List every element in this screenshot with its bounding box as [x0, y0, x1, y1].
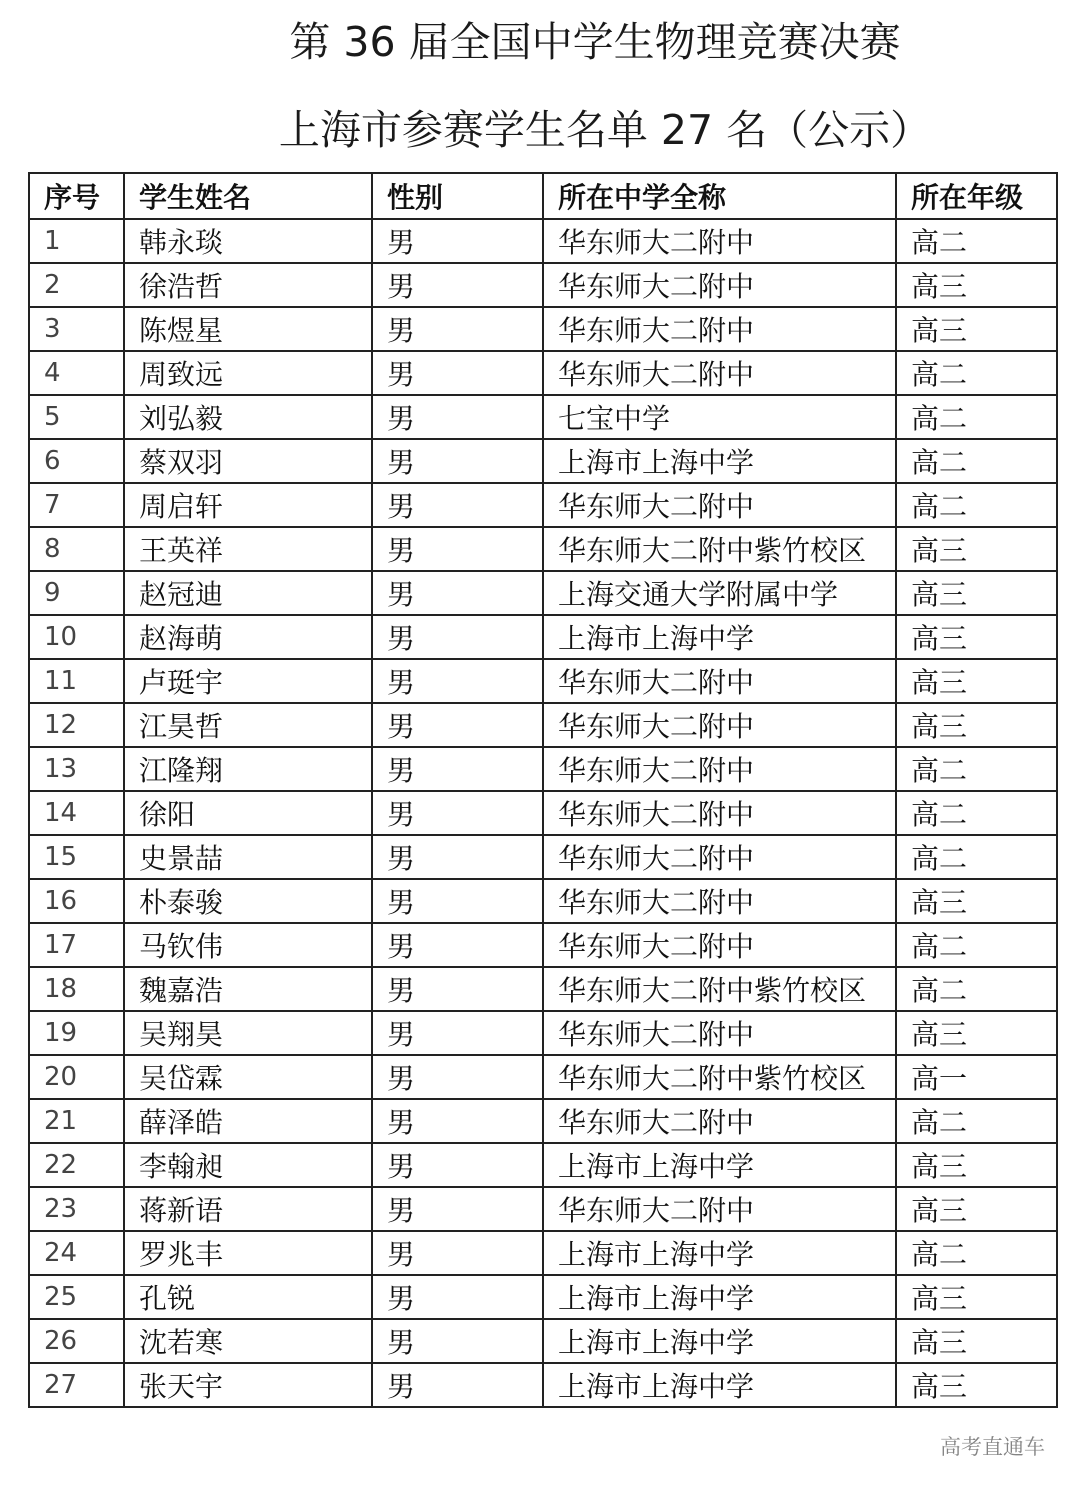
school-name: 上海交通大学附属中学 [543, 571, 896, 615]
student-name: 吴岱霖 [124, 1055, 372, 1099]
row-number: 6 [29, 439, 124, 483]
gender: 男 [372, 1231, 543, 1275]
row-number: 25 [29, 1275, 124, 1319]
table-row [29, 1143, 1057, 1187]
school-name: 华东师大二附中 [543, 835, 896, 879]
grade: 高三 [896, 1319, 1057, 1363]
student-name: 张天宇 [124, 1363, 372, 1407]
header-student-name: 学生姓名 [124, 173, 372, 219]
table-header-row [29, 173, 1057, 219]
school-name: 上海市上海中学 [543, 439, 896, 483]
school-name: 华东师大二附中 [543, 219, 896, 263]
table-row [29, 527, 1057, 571]
gender: 男 [372, 747, 543, 791]
gender: 男 [372, 703, 543, 747]
school-name: 上海市上海中学 [543, 1231, 896, 1275]
gender: 男 [372, 483, 543, 527]
gender: 男 [372, 1187, 543, 1231]
student-name: 刘弘毅 [124, 395, 372, 439]
student-roster-table [28, 172, 1058, 1408]
table-row [29, 439, 1057, 483]
gender: 男 [372, 1143, 543, 1187]
grade: 高二 [896, 395, 1057, 439]
grade: 高三 [896, 879, 1057, 923]
table-row [29, 1363, 1057, 1407]
student-name: 赵冠迪 [124, 571, 372, 615]
grade: 高二 [896, 835, 1057, 879]
table-row [29, 835, 1057, 879]
gender: 男 [372, 791, 543, 835]
grade: 高二 [896, 1099, 1057, 1143]
student-name: 韩永琰 [124, 219, 372, 263]
school-name: 上海市上海中学 [543, 1363, 896, 1407]
table-row [29, 1011, 1057, 1055]
student-name: 卢珽宇 [124, 659, 372, 703]
table-row [29, 703, 1057, 747]
header-grade: 所在年级 [896, 173, 1057, 219]
table-row [29, 791, 1057, 835]
grade: 高三 [896, 263, 1057, 307]
header-school: 所在中学全称 [543, 173, 896, 219]
student-name: 江隆翔 [124, 747, 372, 791]
student-name: 罗兆丰 [124, 1231, 372, 1275]
grade: 高三 [896, 703, 1057, 747]
school-name: 华东师大二附中 [543, 1099, 896, 1143]
gender: 男 [372, 835, 543, 879]
table-row [29, 967, 1057, 1011]
student-name: 朴泰骏 [124, 879, 372, 923]
school-name: 华东师大二附中 [543, 263, 896, 307]
table-row [29, 1099, 1057, 1143]
gender: 男 [372, 967, 543, 1011]
gender: 男 [372, 263, 543, 307]
watermark: 高考直通车 [940, 1435, 1045, 1459]
table-row [29, 571, 1057, 615]
row-number: 26 [29, 1319, 124, 1363]
student-name: 赵海萌 [124, 615, 372, 659]
school-name: 上海市上海中学 [543, 1143, 896, 1187]
page-subtitle: 上海市参赛学生名单 27 名（公示） [278, 106, 932, 154]
table-row [29, 923, 1057, 967]
grade: 高三 [896, 571, 1057, 615]
grade: 高三 [896, 1011, 1057, 1055]
school-name: 华东师大二附中 [543, 923, 896, 967]
row-number: 16 [29, 879, 124, 923]
grade: 高二 [896, 967, 1057, 1011]
gender: 男 [372, 351, 543, 395]
grade: 高二 [896, 923, 1057, 967]
gender: 男 [372, 1011, 543, 1055]
grade: 高二 [896, 483, 1057, 527]
row-number: 24 [29, 1231, 124, 1275]
grade: 高三 [896, 1363, 1057, 1407]
grade: 高三 [896, 1187, 1057, 1231]
school-name: 上海市上海中学 [543, 615, 896, 659]
gender: 男 [372, 659, 543, 703]
gender: 男 [372, 307, 543, 351]
gender: 男 [372, 571, 543, 615]
school-name: 上海市上海中学 [543, 1275, 896, 1319]
gender: 男 [372, 1275, 543, 1319]
student-name: 吴翔昊 [124, 1011, 372, 1055]
gender: 男 [372, 1055, 543, 1099]
school-name: 华东师大二附中 [543, 747, 896, 791]
school-name: 华东师大二附中 [543, 703, 896, 747]
grade: 高三 [896, 659, 1057, 703]
table-row [29, 747, 1057, 791]
student-name: 薛泽皓 [124, 1099, 372, 1143]
table-row [29, 615, 1057, 659]
row-number: 18 [29, 967, 124, 1011]
student-name: 李翰昶 [124, 1143, 372, 1187]
school-name: 华东师大二附中 [543, 1187, 896, 1231]
school-name: 华东师大二附中紫竹校区 [543, 527, 896, 571]
gender: 男 [372, 1319, 543, 1363]
gender: 男 [372, 1099, 543, 1143]
grade: 高三 [896, 1143, 1057, 1187]
school-name: 华东师大二附中 [543, 879, 896, 923]
grade: 高二 [896, 1231, 1057, 1275]
grade: 高一 [896, 1055, 1057, 1099]
row-number: 12 [29, 703, 124, 747]
school-name: 华东师大二附中紫竹校区 [543, 1055, 896, 1099]
gender: 男 [372, 395, 543, 439]
row-number: 14 [29, 791, 124, 835]
gender: 男 [372, 879, 543, 923]
row-number: 11 [29, 659, 124, 703]
grade: 高三 [896, 307, 1057, 351]
row-number: 7 [29, 483, 124, 527]
row-number: 10 [29, 615, 124, 659]
grade: 高三 [896, 527, 1057, 571]
student-name: 周启轩 [124, 483, 372, 527]
school-name: 华东师大二附中 [543, 351, 896, 395]
row-number: 19 [29, 1011, 124, 1055]
gender: 男 [372, 1363, 543, 1407]
table-row [29, 1231, 1057, 1275]
school-name: 华东师大二附中 [543, 659, 896, 703]
row-number: 13 [29, 747, 124, 791]
school-name: 七宝中学 [543, 395, 896, 439]
header-gender: 性别 [372, 173, 543, 219]
page-title: 第 36 届全国中学生物理竞赛决赛 [289, 18, 901, 66]
student-name: 蒋新语 [124, 1187, 372, 1231]
table-row [29, 263, 1057, 307]
row-number: 1 [29, 219, 124, 263]
grade: 高二 [896, 439, 1057, 483]
school-name: 上海市上海中学 [543, 1319, 896, 1363]
school-name: 华东师大二附中 [543, 1011, 896, 1055]
table-row [29, 1275, 1057, 1319]
table-body [29, 219, 1057, 1407]
grade: 高二 [896, 747, 1057, 791]
row-number: 17 [29, 923, 124, 967]
student-name: 沈若寒 [124, 1319, 372, 1363]
student-name: 孔锐 [124, 1275, 372, 1319]
row-number: 4 [29, 351, 124, 395]
student-name: 王英祥 [124, 527, 372, 571]
grade: 高二 [896, 351, 1057, 395]
gender: 男 [372, 615, 543, 659]
row-number: 3 [29, 307, 124, 351]
row-number: 22 [29, 1143, 124, 1187]
table-row [29, 395, 1057, 439]
student-name: 陈煜星 [124, 307, 372, 351]
table-row [29, 351, 1057, 395]
student-name: 蔡双羽 [124, 439, 372, 483]
student-name: 江昊哲 [124, 703, 372, 747]
grade: 高三 [896, 1275, 1057, 1319]
row-number: 2 [29, 263, 124, 307]
table-row [29, 307, 1057, 351]
student-name: 史景喆 [124, 835, 372, 879]
gender: 男 [372, 923, 543, 967]
grade: 高三 [896, 615, 1057, 659]
table-row [29, 1055, 1057, 1099]
student-name: 徐阳 [124, 791, 372, 835]
table-row [29, 659, 1057, 703]
grade: 高二 [896, 791, 1057, 835]
grade: 高二 [896, 219, 1057, 263]
table-row [29, 483, 1057, 527]
row-number: 21 [29, 1099, 124, 1143]
table-row [29, 1187, 1057, 1231]
row-number: 15 [29, 835, 124, 879]
student-name: 周致远 [124, 351, 372, 395]
student-name: 徐浩哲 [124, 263, 372, 307]
row-number: 5 [29, 395, 124, 439]
header-number: 序号 [29, 173, 124, 219]
school-name: 华东师大二附中紫竹校区 [543, 967, 896, 1011]
school-name: 华东师大二附中 [543, 791, 896, 835]
row-number: 20 [29, 1055, 124, 1099]
gender: 男 [372, 439, 543, 483]
row-number: 27 [29, 1363, 124, 1407]
student-name: 魏嘉浩 [124, 967, 372, 1011]
row-number: 23 [29, 1187, 124, 1231]
school-name: 华东师大二附中 [543, 483, 896, 527]
table-row [29, 1319, 1057, 1363]
gender: 男 [372, 527, 543, 571]
student-name: 马钦伟 [124, 923, 372, 967]
table-row [29, 219, 1057, 263]
row-number: 9 [29, 571, 124, 615]
school-name: 华东师大二附中 [543, 307, 896, 351]
gender: 男 [372, 219, 543, 263]
table-row [29, 879, 1057, 923]
row-number: 8 [29, 527, 124, 571]
